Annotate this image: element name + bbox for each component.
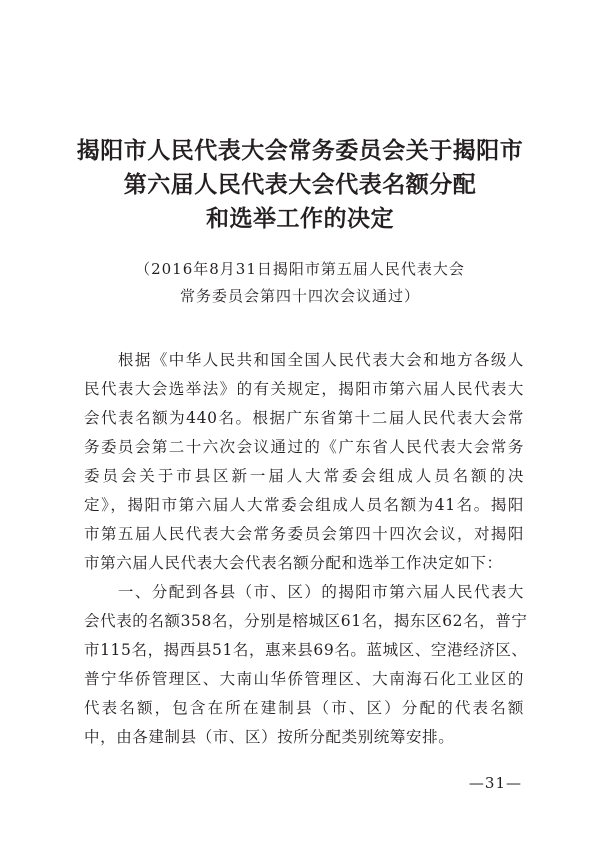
title-line: 第六届人民代表大会代表名额分配 xyxy=(123,172,477,198)
document-body xyxy=(84,346,528,752)
document-title xyxy=(40,134,560,236)
body-line: 市第五届人民代表大会常务委员会第四十四次会议，对揭阳 xyxy=(84,525,524,543)
body-line: 民代表大会选举法》的有关规定，揭阳市第六届人民代表大 xyxy=(84,380,524,398)
title-line: 揭阳市人民代表大会常务委员会关于揭阳市 xyxy=(76,138,524,164)
body-line: 务委员会第二十六次会议通过的《广东省人民代表大会常务 xyxy=(84,438,524,456)
body-line: 委员会关于市县区新一届人大常委会组成人员名额的决 xyxy=(84,467,524,485)
title-line: 和选举工作的决定 xyxy=(206,206,394,232)
subtitle-line: 常务委员会第四十四次会议通过） xyxy=(179,287,420,305)
body-line: 会代表名额为440名。根据广东省第十二届人民代表大会常 xyxy=(84,409,524,427)
body-line: 普宁华侨管理区、大南山华侨管理区、大南海石化工业区的 xyxy=(84,670,524,688)
body-line: 中，由各建制县（市、区）按所分配类别统筹安排。 xyxy=(84,728,455,746)
page-number: —31— xyxy=(468,774,522,792)
body-line: 市第六届人民代表大会代表名额分配和选举工作决定如下： xyxy=(84,554,503,572)
body-line: 市115名，揭西县51名，惠来县69名。蓝城区、空港经济区、 xyxy=(84,641,528,659)
body-line: 会代表的名额358名，分别是榕城区61名，揭东区62名，普宁 xyxy=(84,612,528,630)
body-line: 一、分配到各县（市、区）的揭阳市第六届人民代表大 xyxy=(84,583,524,601)
body-line: 定》，揭阳市第六届人大常委会组成人员名额为41名。揭阳 xyxy=(84,496,524,514)
body-line: 代表名额，包含在所在建制县（市、区）分配的代表名额 xyxy=(84,699,524,717)
document-subtitle xyxy=(40,256,560,310)
body-line: 根据《中华人民共和国全国人民代表大会和地方各级人 xyxy=(84,351,524,369)
subtitle-line: （2016年8月31日揭阳市第五届人民代表大会 xyxy=(135,260,465,278)
